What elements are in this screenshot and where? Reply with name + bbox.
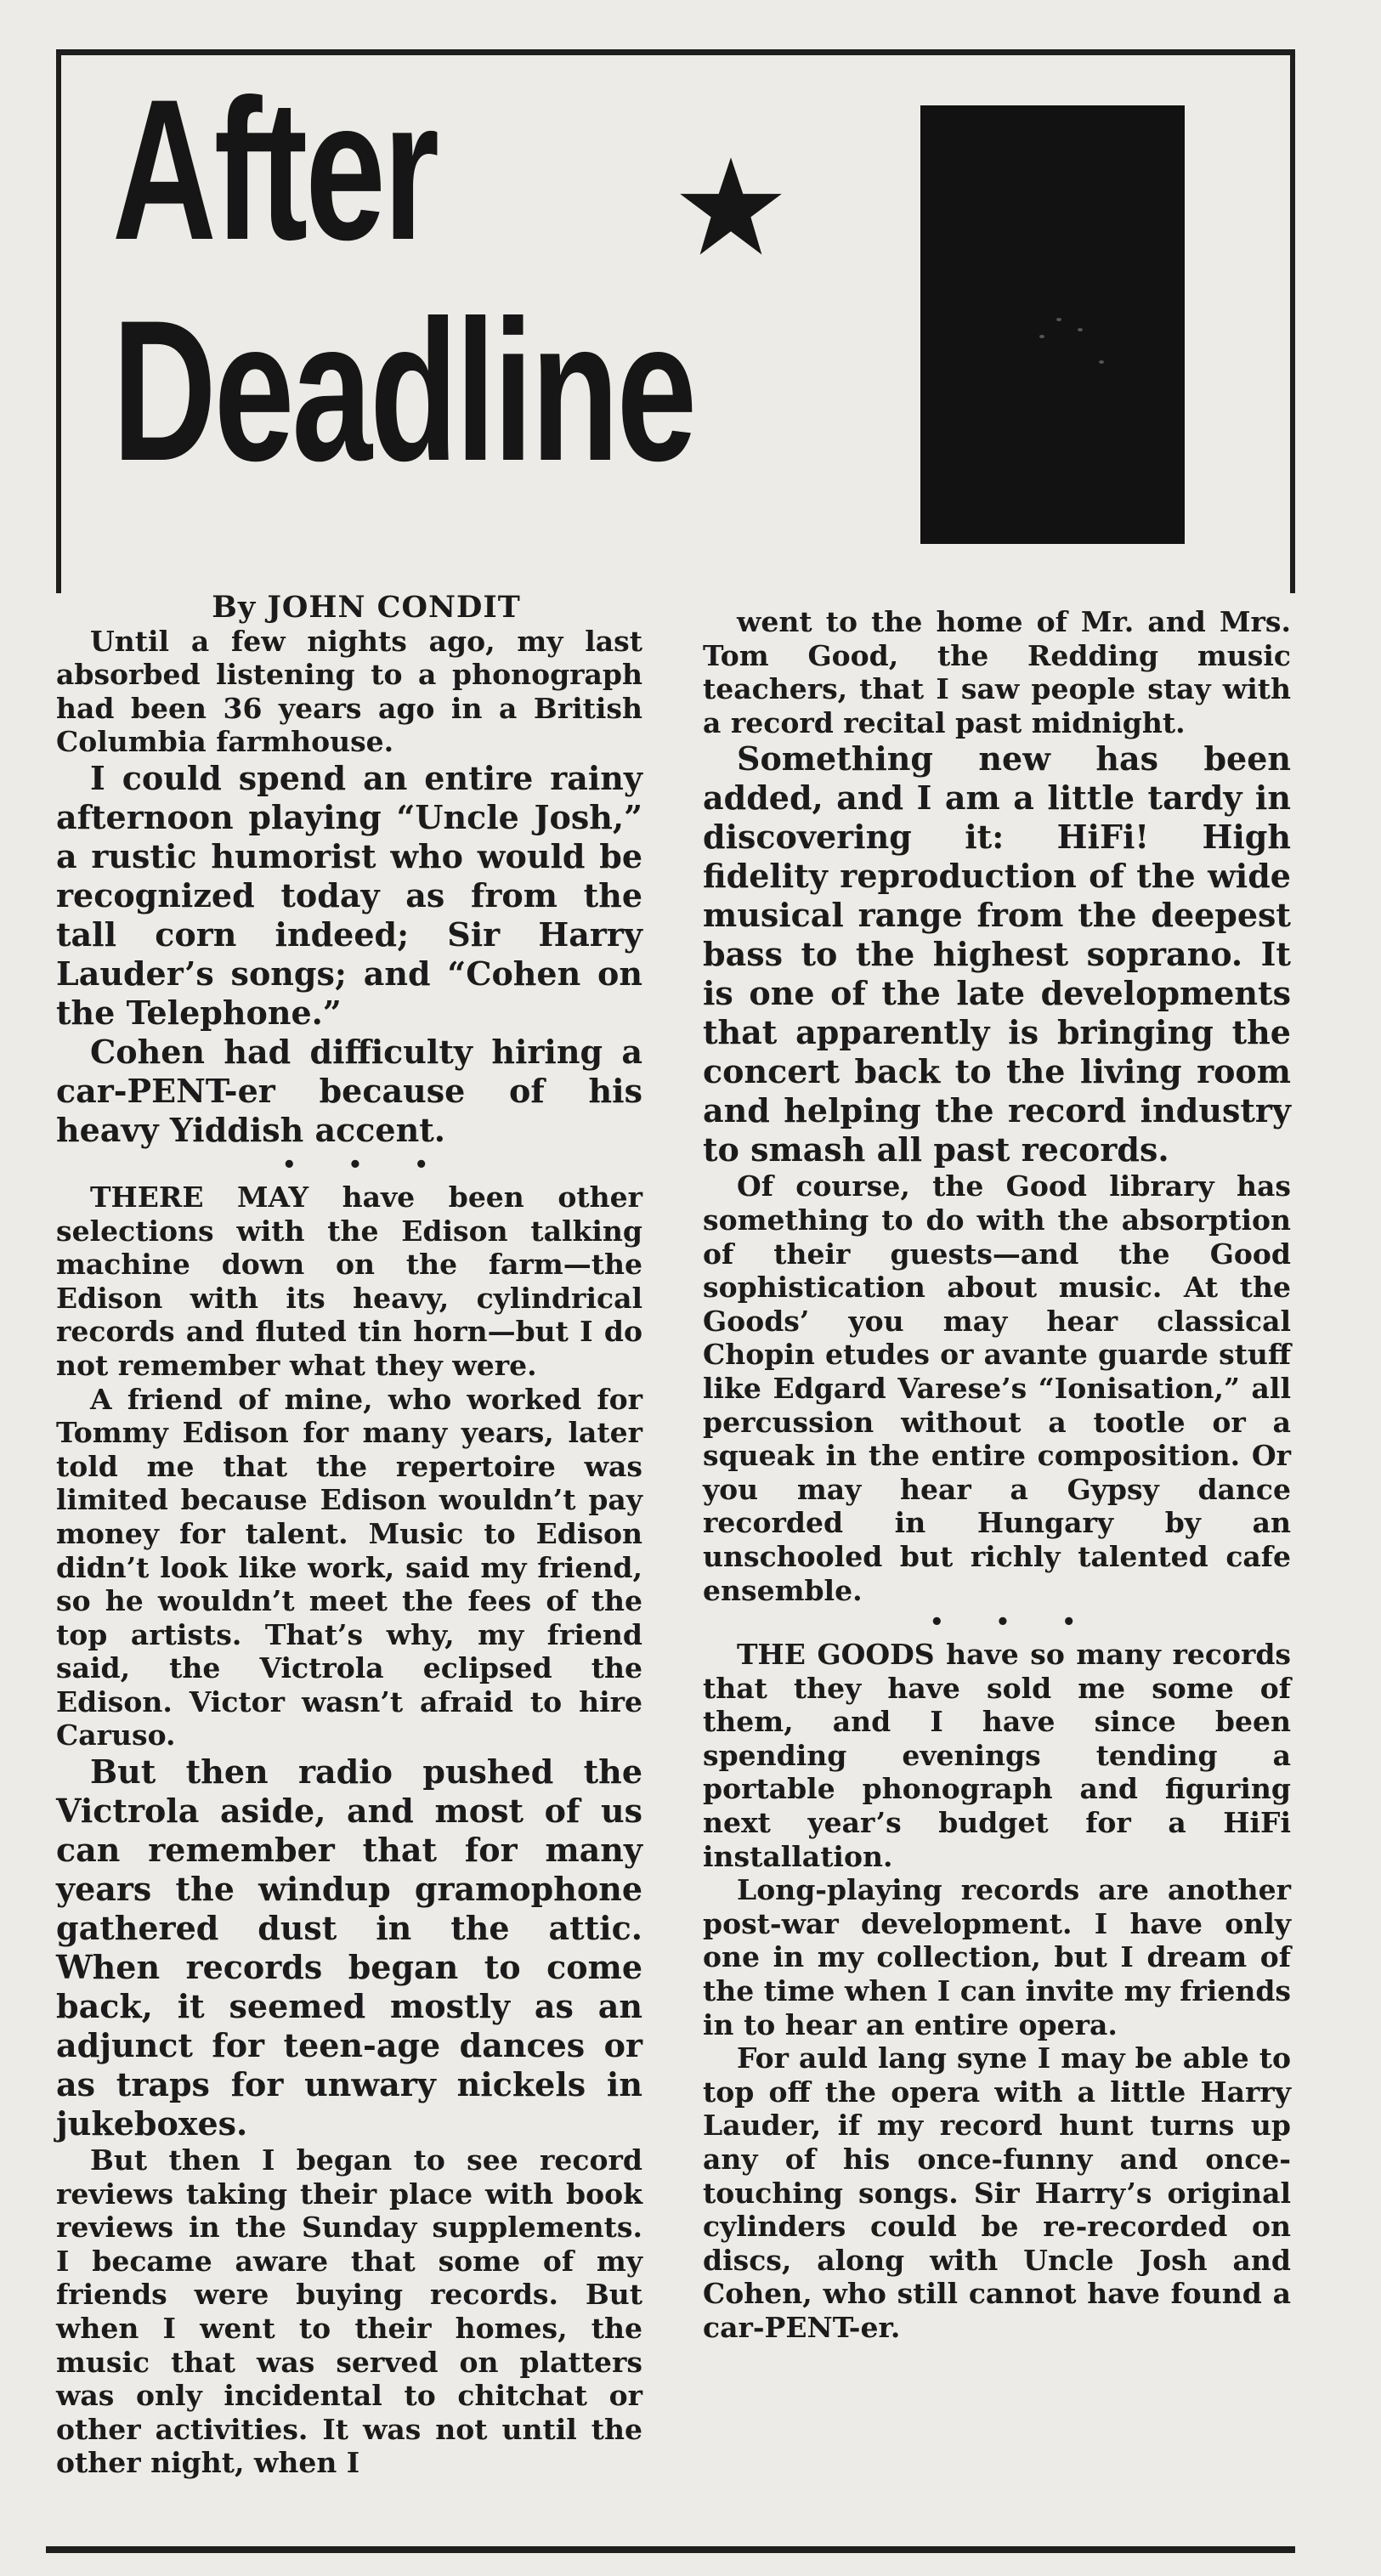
paragraph-lead-caps: THERE MAY bbox=[90, 1180, 309, 1214]
paragraph: Something new has been added, and I am a little tardy in discovering it: HiFi! High fidelity reproduction of the wide musical range from the deepest bass to the highest soprano. It is one of the late developments that apparently is bringing the concert back to the living room and helping the record industry to smash all past records. bbox=[703, 739, 1291, 1169]
right-column bbox=[703, 605, 1291, 2345]
bottom-rule bbox=[46, 2546, 1295, 2553]
paragraph-text: have been other selections with the Edison talking machine down on the farm—the Edison with its heavy, cylindrical records and fluted tin horn—but I do not remember what they were. bbox=[56, 1180, 642, 1382]
title-line-2: Deadline bbox=[112, 279, 695, 503]
paragraph: Cohen had difficulty hiring a car-PENT-er because of his heavy Yiddish accent. bbox=[56, 1032, 642, 1149]
byline: By JOHN CONDIT bbox=[212, 590, 521, 625]
paragraph: I could spend an entire rainy afternoon playing “Uncle Josh,” a rustic humorist who would be recognized today as from the tall corn indeed; Sir Harry Lauder’s songs; and “Cohen on the Telephone.” bbox=[56, 758, 642, 1032]
paragraph bbox=[56, 1180, 642, 1383]
title-line-1: After bbox=[112, 58, 438, 282]
paragraph: Until a few nights ago, my last absorbed listening to a phonograph had been 36 years ago in a British Columbia farmhouse. bbox=[56, 624, 642, 759]
paragraph-lead-caps: THE GOODS bbox=[737, 1638, 935, 1672]
paragraph: But then I began to see record reviews taking their place with book reviews in the Sunday supplements. I became aware that some of my friends were buying records. But when I went to their homes, the music that was served on platters was only incidental to chitchat or other activities. It was not until the other night, when I bbox=[56, 2143, 642, 2480]
paragraph: went to the home of Mr. and Mrs. Tom Good, the Redding music teachers, that I saw people stay with a record recital past midnight. bbox=[703, 605, 1291, 739]
paragraph: Of course, the Good library has something to do with the absorption of their guests—and the Good sophistication about music. At the Goods’ you may hear classical Chopin etudes or avante guarde stuff like Edgard Varese’s “Ionisation,” all percussion without a tootle or a squeak in the entire composition. Or you may hear a Gypsy dance recorded in Hungary by an unschooled but richly talented cafe ensemble. bbox=[703, 1169, 1291, 1607]
section-separator: • • • bbox=[930, 1610, 1098, 1636]
left-column bbox=[56, 591, 642, 2480]
column-title bbox=[112, 59, 724, 501]
author-photo bbox=[920, 105, 1185, 544]
paragraph-text: have so many records that they have sold me some of them, and I have since been spending evenings tending a portable phonograph and figuring next year’s budget for a HiFi installation. bbox=[703, 1638, 1291, 1873]
star-icon bbox=[676, 153, 786, 263]
section-separator: • • • bbox=[282, 1152, 450, 1178]
paragraph: But then radio pushed the Victrola aside, and most of us can remember that for many years the windup gramophone gathered dust in the attic. When records began to come back, it seemed mostly as an adjunct for teen-age dances or as traps for unwary nickels in jukeboxes. bbox=[56, 1752, 642, 2143]
paragraph: Long-playing records are another post-war development. I have only one in my collection, but I dream of the time when I can invite my friends in to hear an entire opera. bbox=[703, 1873, 1291, 2041]
paragraph bbox=[703, 1638, 1291, 1873]
paragraph: A friend of mine, who worked for Tommy Edison for many years, later told me that the repertoire was limited because Edison wouldn’t pay money for talent. Music to Edison didn’t look like work, said my friend, so he wouldn’t meet the fees of the top artists. That’s why, my friend said, the Victrola eclipsed the Edison. Victor wasn’t afraid to hire Caruso. bbox=[56, 1382, 642, 1752]
paragraph: For auld lang syne I may be able to top off the opera with a little Harry Lauder, if my record hunt turns up any of his once-funny and once-touching songs. Sir Harry’s original cylinders could be re-recorded on discs, along with Uncle Josh and Cohen, who still cannot have found a car-PENT-er. bbox=[703, 2041, 1291, 2344]
